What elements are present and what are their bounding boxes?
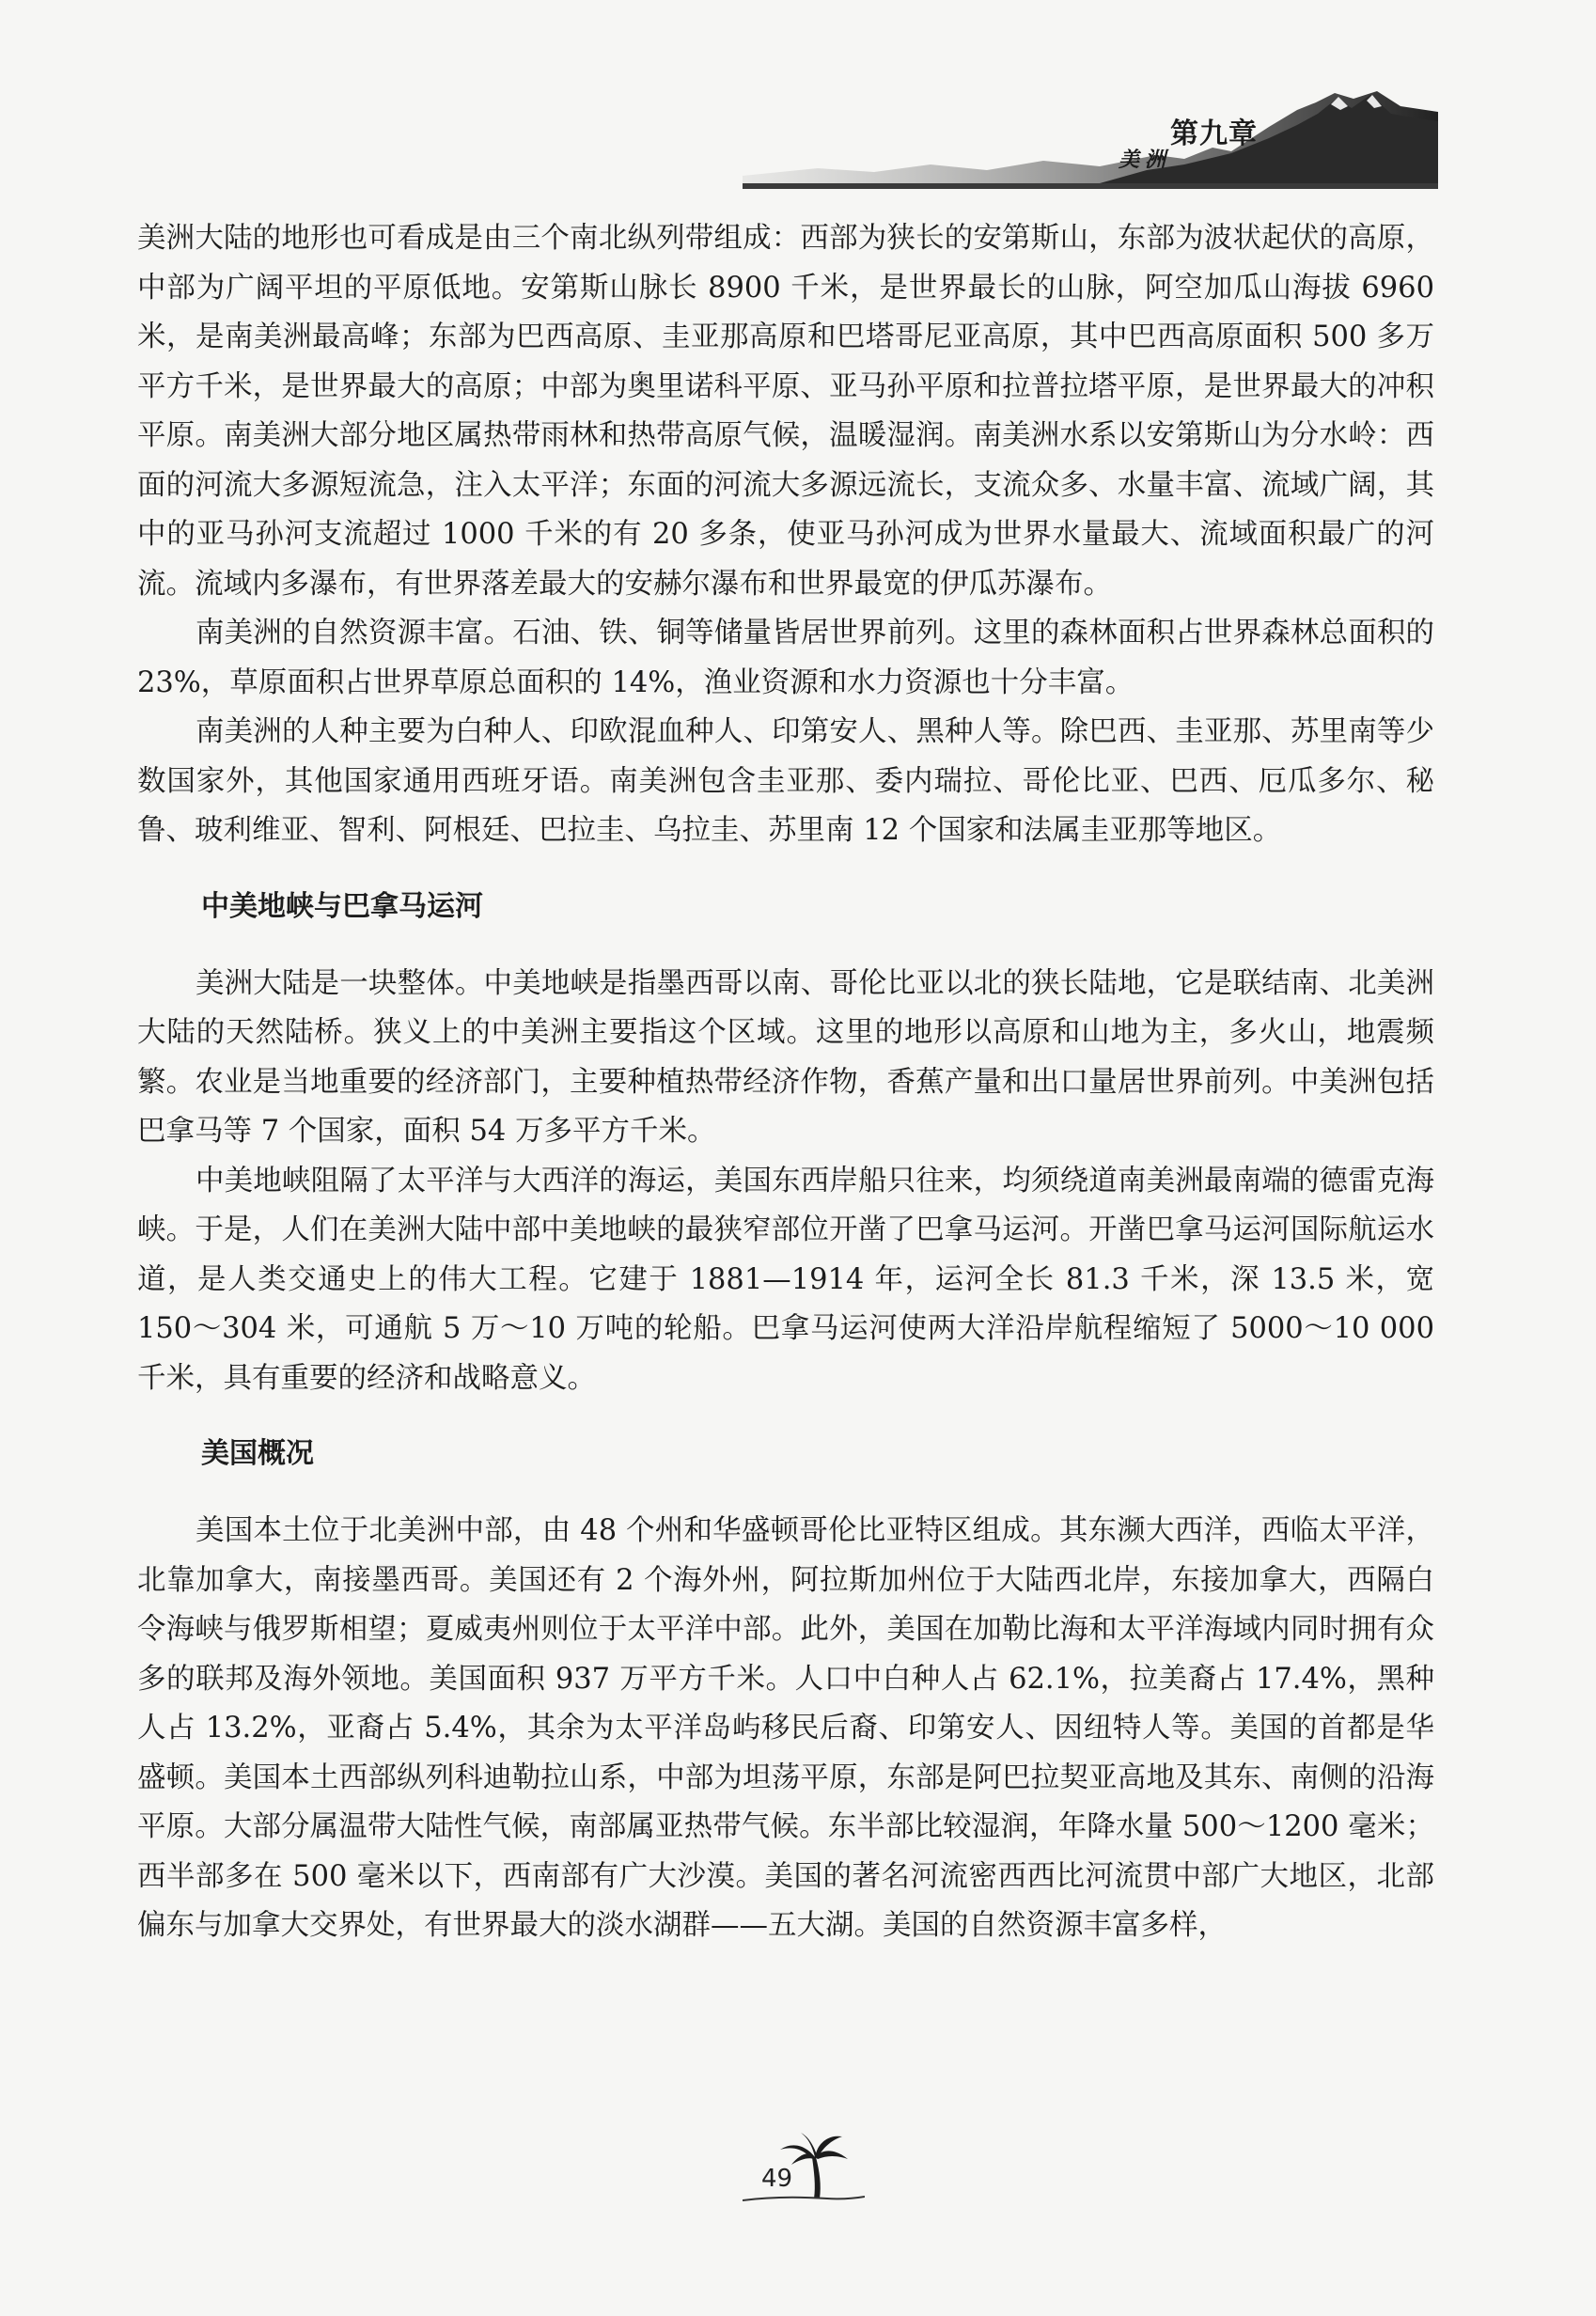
paragraph: 南美洲的自然资源丰富。石油、铁、铜等储量皆居世界前列。这里的森林面积占世界森林总面积的 23%，草原面积占世界草原总面积的 14%，渔业资源和水力资源也十分丰富。 (137, 617, 1434, 699)
page-number: 49 (761, 2165, 793, 2193)
paragraph: 中美地峡阻隔了太平洋与大西洋的海运，美国东西岸船只往来，均须绕道南美洲最南端的德雷克海峡。于是，人们在美洲大陆中部中美地峡的最狭窄部位开凿了巴拿马运河。开凿巴拿马运河国际航运水道，是人类交通史上的伟大工程。它建于 1881—1914 年，运河全长 81.3 千米，深 13.5 米，宽 150～304 米，可通航 5 万～10 万吨的轮船。巴拿马运河使两大洋沿岸航程缩短了 5000～10 000 千米，具有重要的经济和战略意义。 (137, 1164, 1434, 1395)
paragraph: 美洲大陆是一块整体。中美地峡是指墨西哥以南、哥伦比亚以北的狭长陆地，它是联结南、北美洲大陆的天然陆桥。狭义上的中美洲主要指这个区域。这里的地形以高原和山地为主，多火山，地震频繁。农业是当地重要的经济部门，主要种植热带经济作物，香蕉产量和出口量居世界前列。中美洲包括巴拿马等 7 个国家，面积 54 万多平方千米。 (137, 966, 1434, 1148)
section-heading: 中美地峡与巴拿马运河 (201, 889, 483, 923)
mountain-banner-icon (743, 89, 1438, 202)
chapter-title: 第九章 (1170, 117, 1258, 150)
chapter-section: 美洲 (1119, 149, 1172, 172)
body-text (137, 214, 1434, 1951)
page-footer (743, 2120, 865, 2204)
paragraph: 南美洲的人种主要为白种人、印欧混血种人、印第安人、黑种人等。除巴西、圭亚那、苏里南等少数国家外，其他国家通用西班牙语。南美洲包含圭亚那、委内瑞拉、哥伦比亚、巴西、厄瓜多尔、秘鲁、玻利维亚、智利、阿根廷、巴拉圭、乌拉圭、苏里南 12 个国家和法属圭亚那等地区。 (137, 715, 1434, 847)
section-heading: 美国概况 (201, 1437, 314, 1470)
chapter-header-banner (743, 89, 1438, 202)
paragraph: 美国本土位于北美洲中部，由 48 个州和华盛顿哥伦比亚特区组成。其东濒大西洋，西临太平洋，北靠加拿大，南接墨西哥。美国还有 2 个海外州，阿拉斯加州位于大陆西北岸，东接加拿大，西隔白令海峡与俄罗斯相望；夏威夷州则位于太平洋中部。此外，美国在加勒比海和太平洋海域内同时拥有众多的联邦及海外领地。美国面积 937 万平方千米。人口中白种人占 62.1%，拉美裔占 17.4%，黑种人占 13.2%，亚裔占 5.4%，其余为太平洋岛屿移民后裔、印第安人、因纽特人等。美国的首都是华盛顿。美国本土西部纵列科迪勒拉山系，中部为坦荡平原，东部是阿巴拉契亚高地及其东、南侧的沿海平原。大部分属温带大陆性气候，南部属亚热带气候。东半部比较湿润，年降水量 500～1200 毫米；西半部多在 500 毫米以下，西南部有广大沙漠。美国的著名河流密西西比河流贯中部广大地区，北部偏东与加拿大交界处，有世界最大的淡水湖群——五大湖。美国的自然资源丰富多样， (137, 1514, 1434, 1942)
paragraph: 美洲大陆的地形也可看成是由三个南北纵列带组成：西部为狭长的安第斯山，东部为波状起伏的高原，中部为广阔平坦的平原低地。安第斯山脉长 8900 千米，是世界最长的山脉，阿空加瓜山海拔 6960 米，是南美洲最高峰；东部为巴西高原、圭亚那高原和巴塔哥尼亚高原，其中巴西高原面积 500 多万平方千米，是世界最大的高原；中部为奥里诺科平原、亚马孙平原和拉普拉塔平原，是世界最大的冲积平原。南美洲大部分地区属热带雨林和热带高原气候，温暖湿润。南美洲水系以安第斯山为分水岭：西面的河流大多源短流急，注入太平洋；东面的河流大多源远流长，支流众多、水量丰富、流域广阔，其中的亚马孙河支流超过 1000 千米的有 20 多条，使亚马孙河成为世界水量最大、流域面积最广的河流。流域内多瀑布，有世界落差最大的安赫尔瀑布和世界最宽的伊瓜苏瀑布。 (137, 222, 1434, 601)
